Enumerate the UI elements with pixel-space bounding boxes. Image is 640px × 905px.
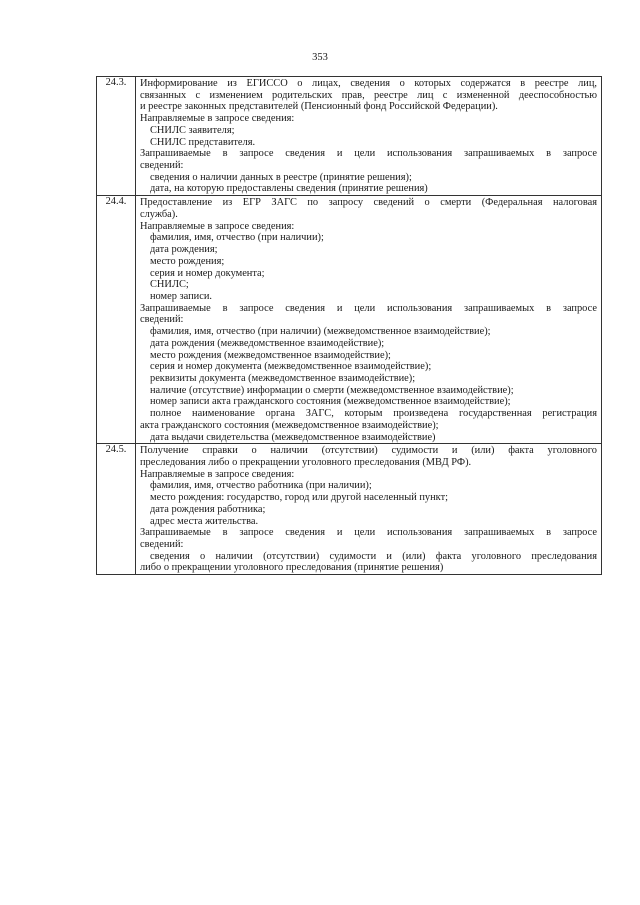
row-number: 24.3. (97, 77, 136, 196)
description-line: акта гражданского состояния (межведомственное взаимодействие); (140, 419, 439, 431)
row-number: 24.4. (97, 196, 136, 444)
description-line: преследования либо о прекращении уголовного преследования (МВД РФ). (140, 457, 472, 468)
description-line: сведения о наличии (отсутствии) судимости и (или) факта уголовного преследования (150, 550, 597, 562)
description-line: Запрашиваемые в запросе сведения и цели использования запрашиваемых в запросе (140, 527, 597, 539)
page-number: 353 (312, 52, 328, 63)
description-line: Предоставление из ЕГР ЗАГС по запросу сведений о смерти (Федеральная налоговая (140, 197, 597, 209)
description-line: сведений: (140, 160, 184, 172)
description-line: сведения о наличии данных в реестре (принятие решения); (150, 171, 412, 183)
description-line: наличие (отсутствие) информации о смерти (межведомственное взаимодействие); (150, 384, 514, 396)
description-line: место рождения: государство, город или другой населенный пункт; (150, 492, 449, 504)
description-line: реквизиты документа (межведомственное взаимодействие); (150, 372, 416, 384)
description-line: Информирование из ЕГИССО о лицах, сведения о которых содержатся в реестре лиц, (140, 78, 597, 89)
description-line: сведений: (140, 314, 184, 326)
description-line: место рождения; (150, 255, 225, 267)
description-line: связанных с изменением родительских прав, реестре лиц с измененной дееспособностью (140, 89, 597, 101)
description-line: фамилия, имя, отчество (при наличии) (межведомственное взаимодействие); (150, 326, 491, 338)
description-line: служба). (140, 208, 178, 220)
description-line: адрес места жительства. (150, 515, 259, 527)
description-line: серия и номер документа; (150, 267, 265, 279)
description-line: СНИЛС заявителя; (150, 124, 235, 136)
table-row (97, 196, 602, 444)
row-description (136, 196, 602, 444)
description-line: полное наименование органа ЗАГС, которым произведена государственная регистрация (150, 408, 597, 420)
description-line: Направляемые в запросе сведения: (140, 468, 295, 480)
description-line: место рождения (межведомственное взаимодействие); (150, 349, 391, 361)
table-row (97, 444, 602, 575)
description-line: дата рождения работника; (150, 503, 266, 515)
description-line: дата рождения (межведомственное взаимодействие); (150, 337, 385, 349)
description-line: серия и номер документа (межведомственное взаимодействие); (150, 361, 432, 373)
description-line: номер записи акта гражданского состояния (межведомственное взаимодействие); (150, 396, 511, 408)
row-number: 24.5. (97, 444, 136, 575)
description-line: СНИЛС представителя. (150, 136, 256, 148)
description-line: либо о прекращении уголовного преследования (принятие решения) (140, 562, 444, 574)
description-line: дата выдачи свидетельства (межведомственное взаимодействие) (150, 431, 436, 443)
description-line: дата, на которую предоставлены сведения (принятие решения) (150, 183, 428, 195)
description-line: Направляемые в запросе сведения: (140, 113, 295, 125)
description-line: СНИЛС; (150, 279, 189, 291)
description-line: номер записи. (150, 290, 213, 302)
description-line: Запрашиваемые в запросе сведения и цели использования запрашиваемых в запросе (140, 148, 597, 160)
table-row (97, 77, 602, 196)
services-table-body (97, 77, 602, 575)
description-line: Запрашиваемые в запросе сведения и цели использования запрашиваемых в запросе (140, 302, 597, 314)
services-table (96, 76, 602, 575)
row-description (136, 444, 602, 575)
description-line: Направляемые в запросе сведения: (140, 220, 295, 232)
description-line: дата рождения; (150, 244, 218, 256)
description-line: Получение справки о наличии (отсутствии) судимости и (или) факта уголовного (140, 445, 597, 457)
description-line: фамилия, имя, отчество работника (при наличии); (150, 480, 372, 492)
description-line: и реестре законных представителей (Пенсионный фонд Российской Федерации). (140, 101, 498, 113)
description-line: фамилия, имя, отчество (при наличии); (150, 232, 324, 244)
description-line: сведений: (140, 539, 184, 551)
row-description (136, 77, 602, 196)
